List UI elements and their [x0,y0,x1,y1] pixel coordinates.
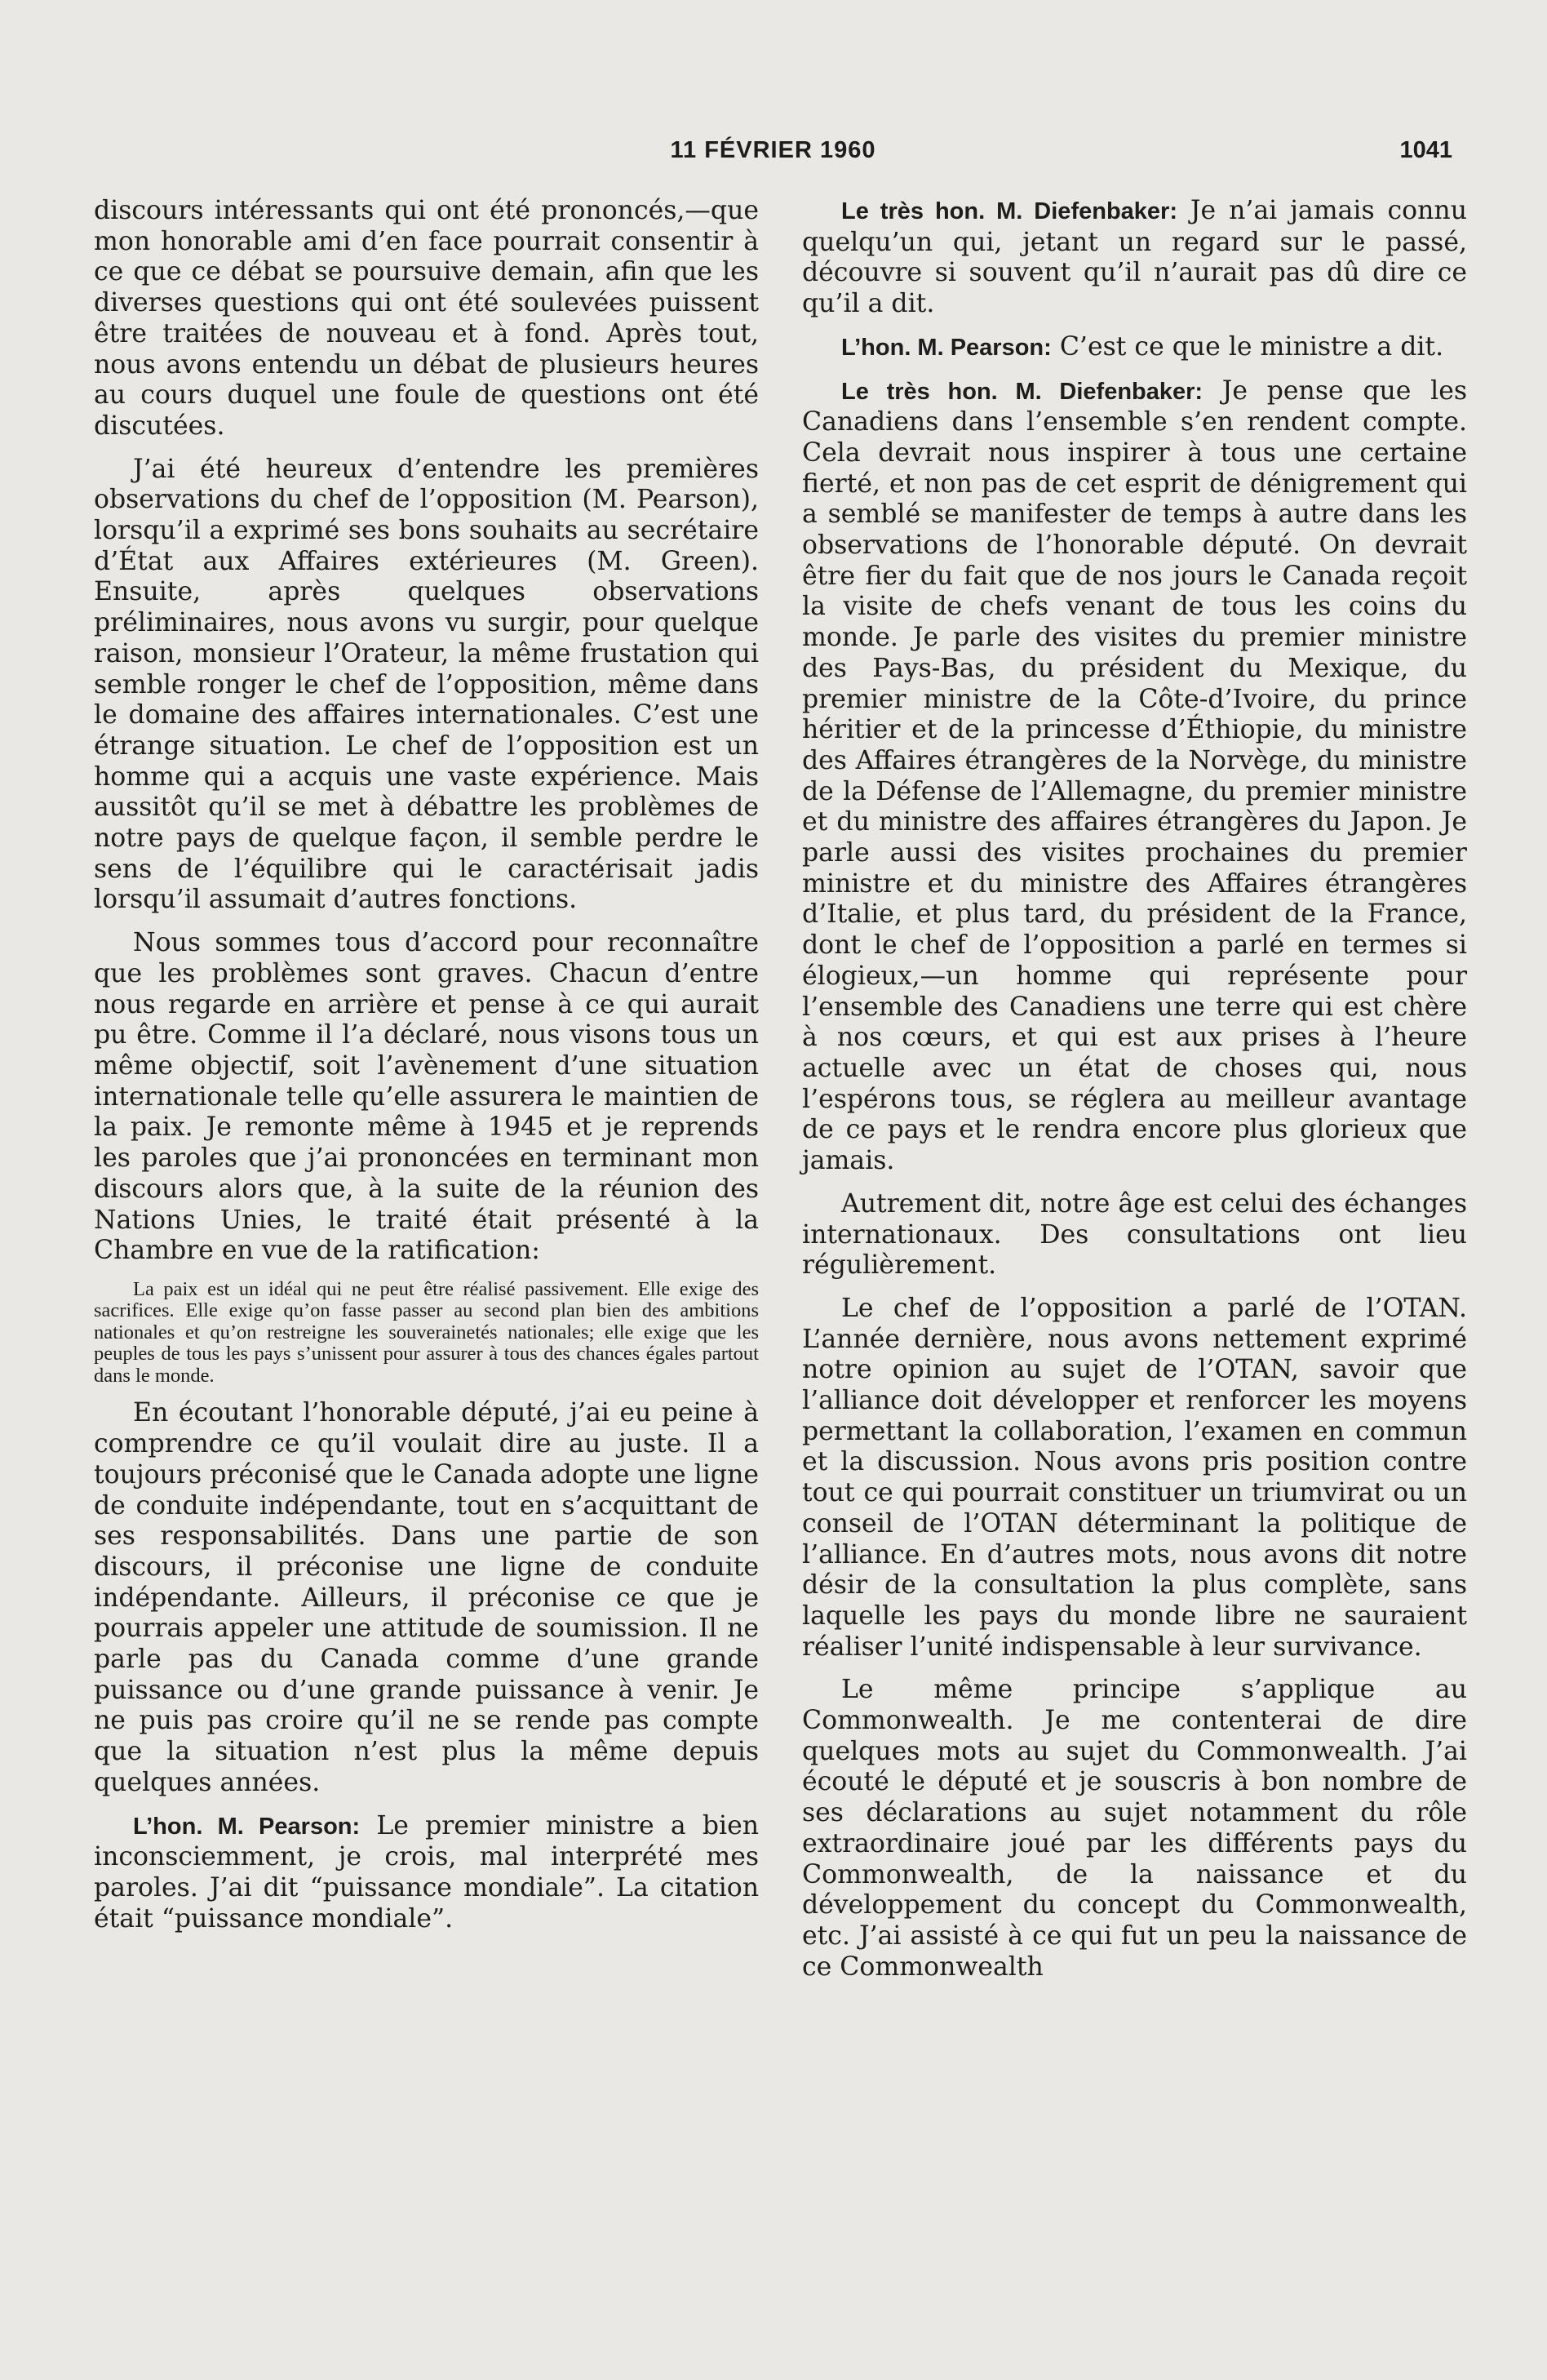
header-date: 11 FÉVRIER 1960 [670,137,876,163]
page-number: 1041 [1399,137,1452,163]
speaker-name: L’hon. M. Pearson: [841,334,1052,361]
paragraph: Autrement dit, notre âge est celui des échanges internationaux. Des consultations ont lieu régulièrement. [802,1188,1467,1281]
paragraph: J’ai été heureux d’entendre les premières observations du chef de l’opposition (M. Pearson), lorsqu’il a exprimé ses bons souhaits au secrétaire d’État aux Affaires extérieures (M. Green). Ensuite, après quelques observations préliminaires, nous avons vu surgir, pour quelque raison, monsieur l’Orateur, la même frustation qui semble ronger le chef de l’opposition, même dans le domaine des affaires internationales. C’est une étrange situation. Le chef de l’opposition est un homme qui a acquis une vaste expérience. Mais aussitôt qu’il se met à débattre les problèmes de notre pays de quelque façon, il semble perdre le sens de l’équilibre qui le caractérisait jadis lorsqu’il assumait d’autres fonctions. [94,454,759,915]
speech-paragraph [802,332,1467,364]
paragraph: discours intéressants qui ont été prononcés,—que mon honorable ami d’en face pourrait consentir à ce que ce débat se poursuive demain, afin que les diverses questions qui ont été soulevées puissent être traitées de nouveau et à fond. Après tout, nous avons entendu un débat de plusieurs heures au cours duquel une foule de questions ont été discutées. [94,196,759,441]
speech-paragraph [802,196,1467,320]
paragraph: Nous sommes tous d’accord pour reconnaître que les problèmes sont graves. Chacun d’entre nous regarde en arrière et pense à ce qui aurait pu être. Comme il l’a déclaré, nous visons tous un même objectif, soit l’avènement d’une situation internationale telle qu’elle assurera le maintien de la paix. Je remonte même à 1945 et je reprends les paroles que j’ai prononcées en terminant mon discours alors que, à la suite de la réunion des Nations Unies, le traité était présenté à la Chambre en vue de la ratification: [94,928,759,1266]
paragraph: En écoutant l’honorable député, j’ai eu peine à comprendre ce qu’il voulait dire au juste. Il a toujours préconisé que le Canada adopte une ligne de conduite indépendante, tout en s’acquittant de ses responsabilités. Dans une partie de son discours, il préconise une ligne de conduite indépendante. Ailleurs, il préconise ce que je pourrais appeler une attitude de soumission. Il ne parle pas du Canada comme d’une grande puissance ou d’une grande puissance à venir. Je ne puis pas croire qu’il ne se rende pas compte que la situation n’est plus la même depuis quelques années. [94,1398,759,1797]
speaker-name: Le très hon. M. Diefenbaker: [841,378,1203,405]
speaker-name: L’hon. M. Pearson: [133,1813,361,1840]
speech-paragraph [802,376,1467,1177]
paragraph: Le chef de l’opposition a parlé de l’OTAN. L’année dernière, nous avons nettement exprimé notre opinion au sujet de l’OTAN, savoir que l’alliance doit développer et renforcer les moyens permettant la collaboration, l’examen en commun et la discussion. Nous avons pris position contre tout ce qui pourrait constituer un triumvirat ou un conseil de l’OTAN déterminant la politique de l’alliance. En d’autres mots, nous avons dit notre désir de la consultation la plus complète, sans laquelle les pays du monde libre ne sauraient réaliser l’unité indispensable à leur survivance. [802,1293,1467,1662]
quote-text: La paix est un idéal qui ne peut être réalisé passivement. Elle exige des sacrifices. Elle exige qu’on fasse passer au second plan bien des ambitions nationales et qu’on restreigne les souverainetés nationales; elle exige que les peuples de tous les pays s’unissent pour assurer à tous des chances égales partout dans le monde. [94,1277,759,1387]
speech-text: C’est ce que le ministre a dit. [1059,331,1444,362]
block-quote [94,1279,759,1388]
left-column [94,196,759,1947]
speech-paragraph [94,1811,759,1935]
page-header [94,131,1452,171]
right-column [802,196,1467,1995]
speech-text: Je pense que les Canadiens dans l’ensemble s’en rendent compte. Cela devrait nous inspirer à tous une certaine fierté, et non pas de cet esprit de dénigrement qui a semblé se manifester de temps à autre dans les observations de l’honorable député. On devrait être fier du fait que de nos jours le Canada reçoit la visite de chefs venant de tous les coins du monde. Je parle des visites du premier ministre des Pays-Bas, du président du Mexique, du premier ministre de la Côte-d’Ivoire, du prince héritier et de la princesse d’Éthiopie, du ministre des Affaires étrangères de la Norvège, du ministre de la Défense de l’Allemagne, du premier ministre et du ministre des affaires étrangères du Japon. Je parle aussi des visites prochaines du premier ministre et du ministre des Affaires étrangères d’Italie, et plus tard, du président de la France, dont le chef de l’opposition a parlé en termes si élogieux,—un homme qui représente pour l’ensemble des Canadiens une terre qui est chère à nos cœurs, et qui est aux prises à l’heure actuelle avec un état de choses qui, nous l’espérons tous, se réglera au meilleur avantage de ce pays et le rendra encore plus glorieux que jamais. [802,375,1468,1176]
paragraph: Le même principe s’applique au Commonwealth. Je me contenterai de dire quelques mots au sujet du Commonwealth. J’ai écouté le député et je souscris à bon nombre de ses déclarations au sujet notamment du rôle extraordinaire joué par les différents pays du Commonwealth, de la naissance et du développement du concept du Commonwealth, etc. J’ai assisté à ce qui fut un peu la naissance de ce Commonwealth [802,1675,1467,1982]
speaker-name: Le très hon. M. Diefenbaker: [841,198,1177,224]
speech-text: Je n’ai jamais connu quelqu’un qui, jetant un regard sur le passé, découvre si souvent qu’il n’aurait pas dû dire ce qu’il a dit. [802,196,1467,319]
speech-text: Le premier ministre a bien inconsciemment, je crois, mal interprété mes paroles. J’ai dit “puissance mondiale”. La citation était “puissance mondiale”. [94,1810,759,1934]
